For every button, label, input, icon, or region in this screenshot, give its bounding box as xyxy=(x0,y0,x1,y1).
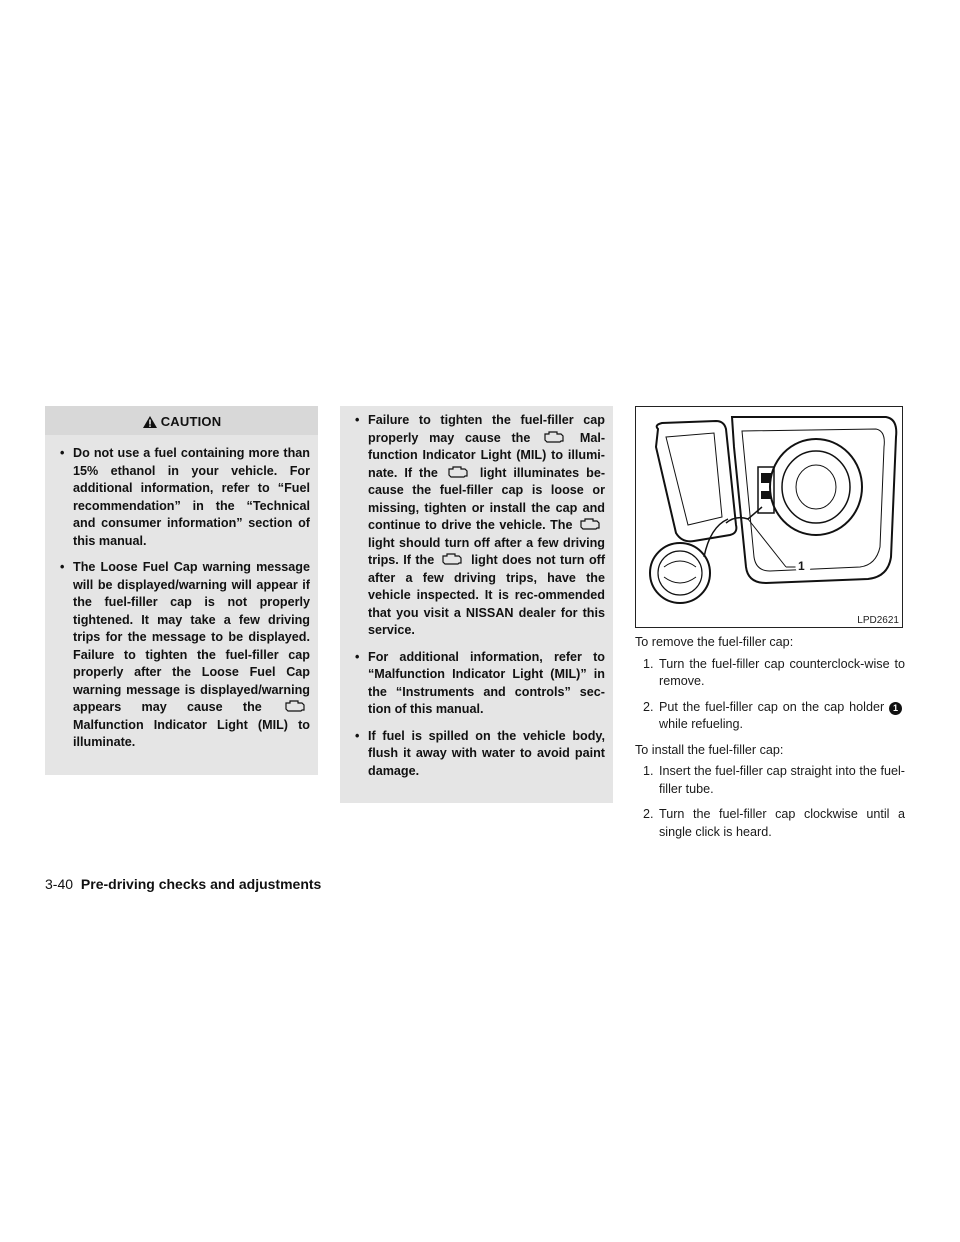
caution-bullet-reference: • For additional information, refer to “Malfunction Indicator Light (MIL)” in the “Instruments and controls” sec-tion of this manual. xyxy=(348,649,605,719)
caution-panel xyxy=(45,406,318,775)
warning-triangle-icon xyxy=(142,415,158,429)
engine-mil-icon xyxy=(541,430,569,444)
caution-bullet-mil: • Failure to tighten the fuel-filler cap properly may cause the Mal-function Indicator Light (MIL) to illumi-nate. If the light illuminates be-cause the fuel-filler cap is loose or missing, tighten or install the cap and continue to drive the vehicle. The light should turn off after a few driving trips. If the light does not turn off after a few driving trips, have the vehicle inspected. It is rec-ommended that you visit a NISSAN dealer for this service. xyxy=(348,412,605,640)
engine-mil-icon xyxy=(282,699,310,713)
caution-box-left xyxy=(45,406,318,775)
remove-step-2: 2. Put the fuel-filler cap on the cap holder 1while refueling. xyxy=(635,699,905,734)
fuel-filler-illustration xyxy=(636,407,902,627)
caution-box-middle xyxy=(340,406,613,803)
remove-steps xyxy=(635,656,905,734)
install-step-1: 1. Insert the fuel-filler cap straight into the fuel-filler tube. xyxy=(643,764,905,796)
section-title: Pre-driving checks and adjustments xyxy=(80,876,322,892)
engine-mil-icon xyxy=(577,517,605,531)
caution-bullet-loose-cap: • The Loose Fuel Cap warning message will be displayed/warning will appear if the fuel-filler cap is not properly tightened. It may take a few driving trips for the message to be displayed. Failure to tighten the fuel-filler cap properly after the Loose Fuel Cap warning message is displayed/warning appears may cause the Malfunction Indicator Light (MIL) to illuminate. xyxy=(53,559,310,752)
caution-list-continued xyxy=(348,412,605,780)
install-section xyxy=(635,742,905,842)
caution-title: CAUTION xyxy=(160,414,222,429)
engine-mil-icon xyxy=(439,552,467,566)
caution-list xyxy=(53,445,310,752)
caution-heading xyxy=(45,406,318,435)
remove-step-1: 1. Turn the fuel-filler cap counterclock-wise to remove. xyxy=(643,656,905,688)
engine-mil-icon xyxy=(445,465,473,479)
install-steps xyxy=(635,763,905,841)
instructions-column xyxy=(635,406,905,849)
fuel-cap-figure xyxy=(635,406,903,628)
install-step-2: 2. Turn the fuel-filler cap clockwise until a single click is heard. xyxy=(643,807,905,839)
caution-bullet-spill: • If fuel is spilled on the vehicle body, flush it away with water to avoid paint damage. xyxy=(348,728,605,781)
callout-1-badge: 1 xyxy=(889,702,902,715)
caution-panel-continued xyxy=(340,406,613,803)
remove-heading: To remove the fuel-filler cap: xyxy=(635,635,794,649)
caution-bullet-ethanol: • Do not use a fuel containing more than 15% ethanol in your vehicle. For additional information, refer to “Fuel recommendation” in the “Technical and consumer information” section of this manual. xyxy=(53,445,310,550)
figure-callout-1: 1 xyxy=(798,559,805,573)
figure-code: LPD2621 xyxy=(857,615,899,626)
remove-section xyxy=(635,634,905,734)
page-footer xyxy=(45,876,321,892)
install-heading: To install the fuel-filler cap: xyxy=(635,742,784,757)
page-number: 3-40 xyxy=(45,876,74,892)
